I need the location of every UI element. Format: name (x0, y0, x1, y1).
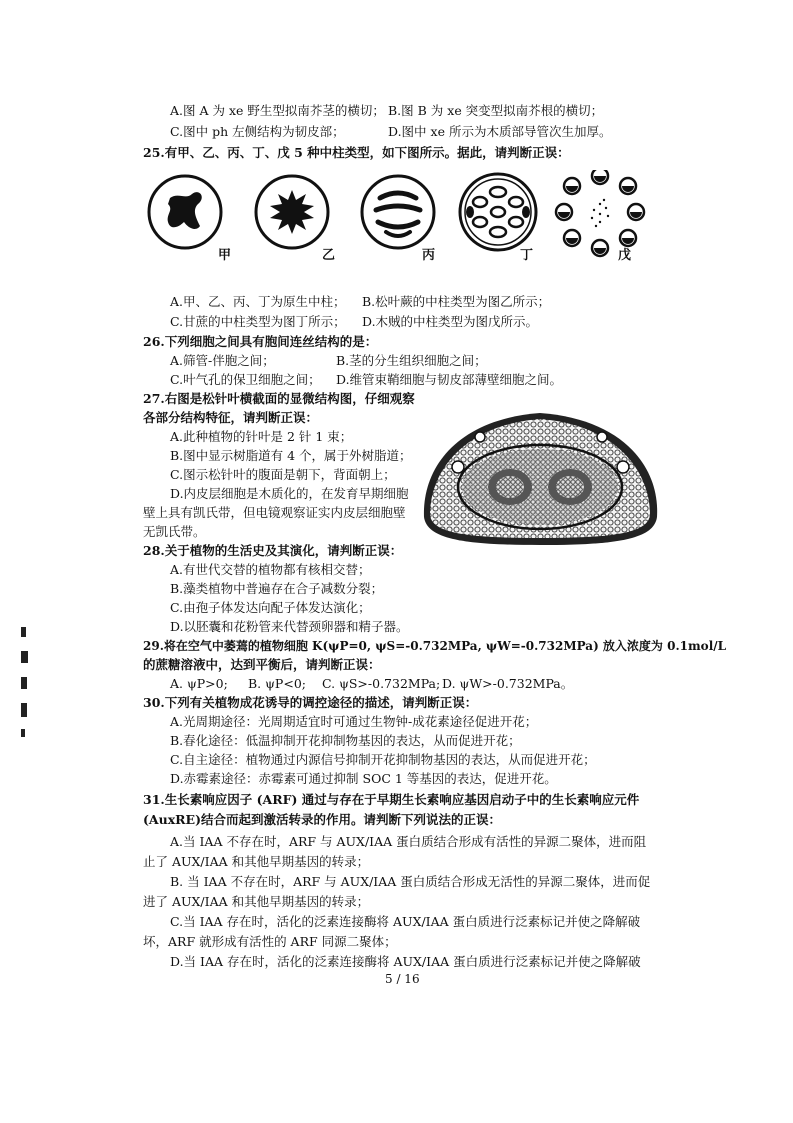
q30-option-d: D.赤霉素途径：赤霉素可通过抑制 SOC 1 等基因的表达，促进开花。 (170, 771, 557, 786)
q31-option-b-line1: B. 当 IAA 不存在时，ARF 与 AUX/IAA 蛋白质结合形成无活性的异源二聚体，进而促 (170, 874, 651, 889)
q28-option-b: B.藻类植物中普遍存在合子减数分裂； (170, 581, 384, 596)
q25-option-c: C.甘蔗的中柱类型为图丁所示； (170, 314, 346, 329)
q24-option-b: B.图 B 为 xe 突变型拟南芥根的横切； (388, 103, 604, 118)
q30-option-b: B.春化途径：低温抑制开花抑制物基因的表达，从而促进开花； (170, 733, 521, 748)
q29-stem-line2: 的蔗糖溶液中，达到平衡后，请判断正误： (143, 657, 381, 672)
q25-option-d: D.木贼的中柱类型为图戊所示。 (362, 314, 539, 329)
q26-option-a: A.筛管-伴胞之间； (170, 353, 275, 368)
q29-option-d: D. ψW>-0.732MPa。 (442, 676, 574, 691)
q27-option-c: C.图示松针叶的腹面是朝下，背面朝上； (170, 467, 396, 482)
q24-option-a: A.图 A 为 xe 野生型拟南芥茎的横切； (170, 103, 385, 118)
q27-stem-line2: 各部分结构特征，请判断正误： (143, 410, 319, 425)
q27-option-a: A.此种植物的针叶是 2 针 1 束； (170, 429, 353, 444)
q31-stem-line1: 31.生长素响应因子 (ARF) 通过与存在于早期生长素响应基因启动子中的生长素响应元件 (143, 792, 640, 807)
q28-option-c: C.由孢子体发达向配子体发达演化； (170, 600, 371, 615)
q29-option-c: C. ψS>-0.732MPa; (322, 676, 441, 691)
diagram-bing (362, 176, 434, 248)
q28-option-a: A.有世代交替的植物都有核相交替； (170, 562, 371, 577)
diagram-label-yi: 乙 (322, 248, 336, 263)
q24-option-d: D.图中 xe 所示为木质部导管次生加厚。 (388, 124, 612, 139)
q31-option-c-line2: 坏，ARF 就形成有活性的 ARF 同源二聚体； (143, 934, 397, 949)
q30-stem: 30.下列有关植物成花诱导的调控途径的描述，请判断正误： (143, 695, 478, 710)
q27-option-d-line2: 壁上具有凯氏带，但电镜观察证实内皮层细胞壁 (143, 505, 406, 520)
margin-scan-marks (18, 625, 32, 745)
q26-option-b: B.茎的分生组织细胞之间； (336, 353, 487, 368)
diagram-yi (256, 176, 328, 248)
q30-option-c: C.自主途径：植物通过内源信号抑制开花抑制物基因的表达，从而促进开花； (170, 752, 596, 767)
pine-needle-cross-section-image (418, 407, 663, 550)
q27-option-d-line1: D.内皮层细胞是木质化的，在发育早期细胞 (170, 486, 409, 501)
q30-option-a: A.光周期途径：光周期适宜时可通过生物钟-成花素途径促进开花； (170, 714, 538, 729)
diagram-label-bing: 丙 (422, 248, 436, 263)
q29-option-a: A. ψP>0; (170, 676, 228, 691)
stele-diagrams (140, 170, 660, 270)
q27-option-d-line3: 无凯氏带。 (143, 524, 206, 539)
q29-stem-line1: 29.将在空气中萎蔫的植物细胞 K(ψP=0, ψS=-0.732MPa, ψW=-0.732MPa) 放入浓度为 0.1mol/L (143, 639, 727, 653)
q31-option-b-line2: 进了 AUX/IAA 和其他早期基因的转录； (143, 894, 370, 909)
q31-option-c-line1: C.当 IAA 存在时，活化的泛素连接酶将 AUX/IAA 蛋白质进行泛素标记并使之降解破 (170, 914, 641, 929)
diagram-label-ding: 丁 (520, 248, 534, 263)
pine-needle-svg (418, 407, 663, 550)
q26-stem: 26.下列细胞之间具有胞间连丝结构的是： (143, 334, 378, 349)
q24-option-c: C.图中 ph 左侧结构为韧皮部； (170, 124, 345, 139)
diagram-jia (149, 176, 221, 248)
q27-option-b: B.图中显示树脂道有 4 个，属于外树脂道； (170, 448, 412, 463)
q26-option-c: C.叶气孔的保卫细胞之间； (170, 372, 321, 387)
q28-option-d: D.以胚囊和花粉管来代替颈卵器和精子器。 (170, 619, 409, 634)
diagram-ding (460, 174, 536, 250)
diagram-label-wu: 戊 (618, 248, 632, 263)
q25-option-a: A.甲、乙、丙、丁为原生中柱； (170, 294, 346, 309)
q28-stem: 28.关于植物的生活史及其演化，请判断正误： (143, 543, 403, 558)
q25-stem: 25.有甲、乙、丙、丁、戊 5 种中柱类型，如下图所示。据此，请判断正误： (143, 145, 570, 160)
q29-option-b: B. ψP<0; (248, 676, 306, 691)
q31-stem-line2: (AuxRE)结合而起到激活转录的作用。请判断下列说法的正误： (143, 812, 501, 827)
q25-option-b: B.松叶蕨的中柱类型为图乙所示； (362, 294, 551, 309)
q31-option-d-line1: D.当 IAA 存在时，活化的泛素连接酶将 AUX/IAA 蛋白质进行泛素标记并使之降解破 (170, 954, 641, 969)
diagram-label-jia: 甲 (218, 248, 232, 263)
q26-option-d: D.维管束鞘细胞与韧皮部薄壁细胞之间。 (336, 372, 563, 387)
q27-stem-line1: 27.右图是松针叶横截面的显微结构图，仔细观察 (143, 391, 415, 406)
q31-option-a-line1: A.当 IAA 不存在时，ARF 与 AUX/IAA 蛋白质结合形成有活性的异源二聚体，进而阻 (170, 834, 647, 849)
q31-option-a-line2: 止了 AUX/IAA 和其他早期基因的转录； (143, 854, 370, 869)
page-number: 5 / 16 (385, 972, 420, 986)
